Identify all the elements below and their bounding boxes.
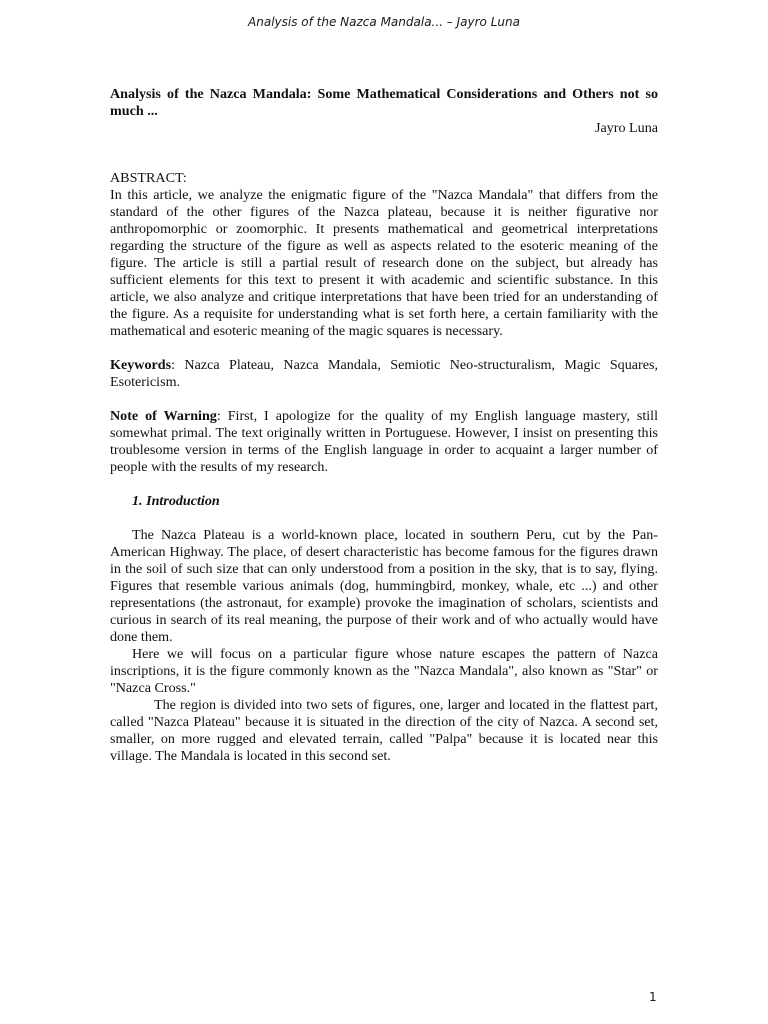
document-body [110, 86, 658, 765]
intro-paragraph: The region is divided into two sets of figures, one, larger and located in the flattest part, called "Nazca Plateau" because it is situated in the direction of the city of Nazca. A second set, smaller, on more rugged and elevated terrain, called "Palpa" because it is located near this village. The Mandala is located in this second set. [110, 697, 658, 764]
keywords-text: : Nazca Plateau, Nazca Mandala, Semiotic Neo-structuralism, Magic Squares, Esotericism. [110, 357, 658, 390]
warning-text: : First, I apologize for the quality of my English language mastery, still somewhat primal. The text originally written in Portuguese. However, I insist on presenting this troublesome version in terms of the English language in order to acquaint a larger number of people with the results of my research. [110, 408, 658, 475]
article-title: Analysis of the Nazca Mandala: Some Mathematical Considerations and Others not so much ... [110, 86, 658, 119]
keywords-label: Keywords [110, 357, 172, 373]
keywords-paragraph [110, 357, 658, 391]
warning-label: Note of Warning [110, 408, 217, 424]
page-number: 1 [649, 990, 657, 1004]
intro-paragraph: Here we will focus on a particular figure whose nature escapes the pattern of Nazca inscriptions, it is the figure commonly known as the "Nazca Mandala", also known as "Star" or "Nazca Cross." [110, 646, 658, 696]
article-author: Jayro Luna [594, 120, 658, 136]
section-heading-introduction: 1. Introduction [132, 493, 220, 509]
abstract-text: In this article, we analyze the enigmatic figure of the "Nazca Mandala" that differs from the standard of the other figures of the Nazca plateau, because it is neither figurative nor anthropomorphic or zoomorphic. It presents mathematical and geometrical interpretations regarding the structure of the figure as well as aspects related to the esoteric meaning of the figure. The article is still a partial result of research done on the subject, but already has sufficient elements for this text to present it with academic and scientific substance. In this article, we also analyze and critique interpretations that have been tried for an understanding of the figure. As a requisite for understanding what is set forth here, a certain familiarity with the mathematical and esoteric meaning of the magic squares is necessary. [110, 187, 658, 339]
warning-paragraph [110, 408, 658, 476]
intro-paragraph: The Nazca Plateau is a world-known place, located in southern Peru, cut by the Pan-American Highway. The place, of desert characteristic has become famous for the figures drawn in the soil of such size that can only understood from a position in the sky, that is to say, flying. Figures that resemble various animals (dog, hummingbird, monkey, whale, etc ...) and other representations (the astronaut, for example) provoke the imagination of scholars, scientists and curious in search of its real meaning, the purpose of their work and of who actually would have done them. [110, 527, 658, 645]
abstract-heading: ABSTRACT: [110, 170, 187, 186]
running-header: Analysis of the Nazca Mandala... – Jayro Luna [248, 15, 520, 29]
